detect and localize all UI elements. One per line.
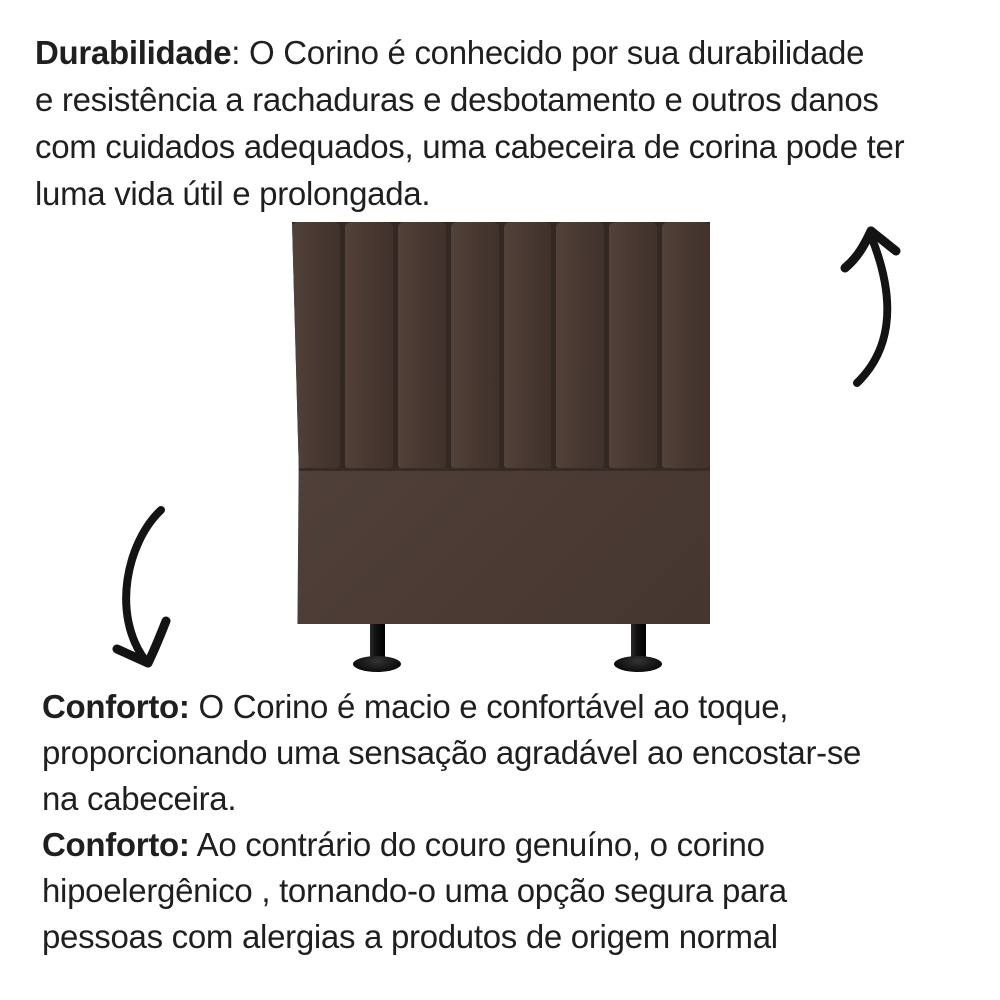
text-line: com cuidados adequados, uma cabeceira de corina pode ter bbox=[35, 128, 905, 165]
headboard-panel bbox=[609, 222, 657, 468]
durability-paragraph bbox=[35, 29, 965, 217]
text-line bbox=[42, 822, 972, 868]
curved-arrow-up-icon bbox=[830, 216, 915, 391]
headboard-panel bbox=[662, 222, 710, 468]
comfort-allergy-line1: Ao contrário do couro genuíno, o corino bbox=[196, 826, 765, 863]
comfort-touch-line1: O Corino é macio e confortável ao toque, bbox=[198, 688, 789, 725]
headboard-panel bbox=[556, 222, 604, 468]
headboard-panel bbox=[345, 222, 393, 468]
headboard-skirt bbox=[292, 468, 710, 624]
headboard-panel bbox=[451, 222, 499, 468]
text-line: e resistência a rachaduras e desbotamento e outros danos bbox=[35, 81, 879, 118]
text-line: na cabeceira. bbox=[42, 780, 237, 817]
foot-base bbox=[353, 656, 401, 672]
text-line: pessoas com alergias a produtos de origem normal bbox=[42, 918, 778, 955]
foot-base bbox=[614, 656, 662, 672]
headboard-image bbox=[292, 222, 710, 624]
comfort-allergy-label: Conforto: bbox=[42, 826, 190, 863]
comfort-paragraphs bbox=[42, 684, 972, 960]
headboard-panel bbox=[292, 222, 340, 468]
curved-arrow-down-icon bbox=[101, 502, 179, 674]
headboard-panel bbox=[504, 222, 552, 468]
durability-line1: : O Corino é conhecido por sua durabilidade bbox=[231, 34, 865, 71]
headboard-panel bbox=[398, 222, 446, 468]
text-line bbox=[42, 684, 972, 730]
text-line: proporcionando uma sensação agradável ao encostar-se bbox=[42, 734, 862, 771]
headboard-channel-section bbox=[292, 222, 710, 468]
comfort-touch-label: Conforto: bbox=[42, 688, 190, 725]
text-line: hipoelergênico , tornando-o uma opção segura para bbox=[42, 872, 787, 909]
text-line: luma vida útil e prolongada. bbox=[35, 175, 431, 212]
text-line bbox=[35, 29, 965, 76]
durability-label: Durabilidade bbox=[35, 34, 232, 71]
